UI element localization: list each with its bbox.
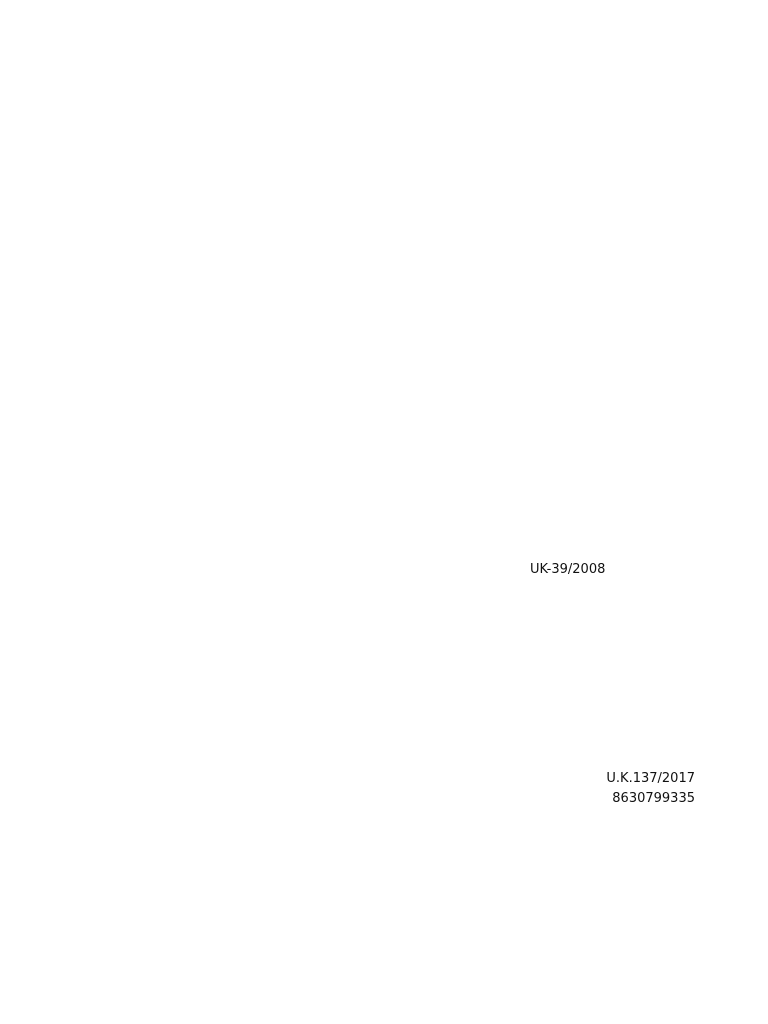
phone-number: 8630799335 (612, 791, 695, 806)
body-line (73, 356, 695, 378)
body-line (73, 400, 695, 422)
body-line (73, 465, 695, 487)
body-line (73, 421, 695, 443)
body-line (73, 269, 695, 291)
body-line (73, 291, 695, 313)
letter-body (73, 226, 695, 595)
signatory-court (395, 728, 695, 749)
registration-number: U.K.137/2017 (606, 770, 695, 786)
body-line (73, 248, 695, 270)
body-line (73, 486, 695, 508)
signature-block (395, 707, 695, 810)
body-line (73, 378, 695, 400)
signatory-place (395, 748, 695, 769)
body-line (73, 313, 695, 335)
body-line (73, 530, 695, 552)
body-line (73, 334, 695, 356)
body-line (73, 226, 695, 248)
body-line (73, 508, 695, 530)
signatory-name (395, 707, 695, 728)
body-line (73, 443, 695, 465)
registration-reference: UK-39/2008 (530, 562, 606, 577)
